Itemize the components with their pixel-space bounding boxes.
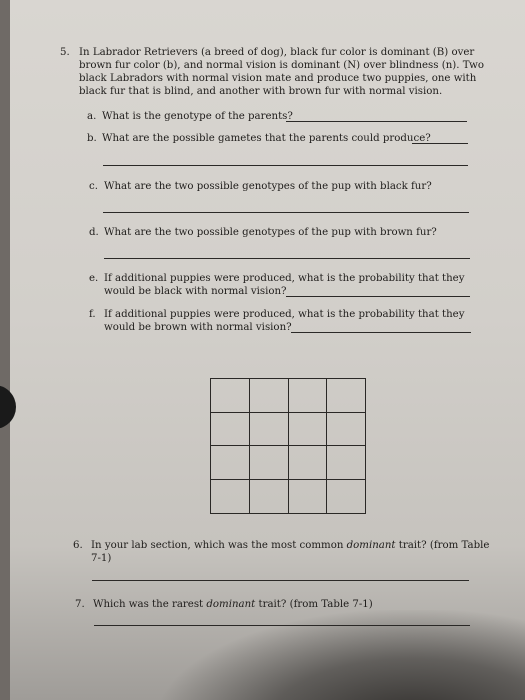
- question-6-text-line-1: [91, 540, 489, 553]
- part-c-answer-line[interactable]: [103, 212, 469, 213]
- part-f-letter: f.: [89, 309, 96, 320]
- punnett-square-grid[interactable]: [210, 378, 366, 514]
- question-6-number: 6.: [73, 540, 83, 551]
- question-7-text-b: trait? (from Table 7-1): [255, 599, 373, 610]
- grid-column-divider: [249, 379, 250, 513]
- question-6-emphasis: dominant: [346, 540, 396, 551]
- part-b-question: What are the possible gametes that the parents could produce?: [102, 133, 431, 144]
- grid-row-divider: [211, 445, 365, 446]
- grid-column-divider: [288, 379, 289, 513]
- part-c-question: What are the two possible genotypes of the pup with black fur?: [104, 181, 432, 192]
- question-7-number: 7.: [75, 599, 85, 610]
- part-e-letter: e.: [89, 273, 99, 284]
- worksheet-page: [10, 0, 525, 700]
- part-f-question-line-1: If additional puppies were produced, what is the probability that they: [104, 309, 465, 320]
- question-5-intro-line-4: black fur that is blind, and another with brown fur with normal vision.: [79, 86, 443, 97]
- grid-row-divider: [211, 412, 365, 413]
- hand-shadow: [160, 610, 525, 700]
- part-d-letter: d.: [89, 227, 99, 238]
- question-7-text-a: Which was the rarest: [93, 599, 207, 610]
- part-d-question: What are the two possible genotypes of the pup with brown fur?: [104, 227, 437, 238]
- question-5-number: 5.: [60, 47, 70, 58]
- grid-row-divider: [211, 479, 365, 480]
- part-a-letter: a.: [87, 111, 97, 122]
- question-6-text-b: trait? (from Table: [395, 540, 490, 551]
- part-b-answer-line-1[interactable]: [412, 143, 468, 144]
- question-5-intro-line-3: black Labradors with normal vision mate and produce two puppies, one with: [79, 73, 477, 84]
- grid-column-divider: [326, 379, 327, 513]
- question-6-text-line-2: 7-1): [91, 553, 112, 564]
- part-e-answer-line[interactable]: [286, 296, 470, 297]
- part-f-answer-line[interactable]: [291, 332, 471, 333]
- part-b-answer-line-2[interactable]: [103, 165, 468, 166]
- question-5-intro-line-1: In Labrador Retrievers (a breed of dog), black fur color is dominant (B) over: [79, 47, 475, 58]
- part-d-answer-line[interactable]: [104, 258, 470, 259]
- part-a-answer-line[interactable]: [286, 121, 467, 122]
- question-5-intro-line-2: brown fur color (b), and normal vision is dominant (N) over blindness (n). Two: [79, 60, 485, 71]
- part-e-question-line-2: would be black with normal vision?: [104, 286, 287, 297]
- question-6-text-a: In your lab section, which was the most common: [91, 540, 347, 551]
- part-a-question: What is the genotype of the parents?: [102, 111, 293, 122]
- part-b-letter: b.: [87, 133, 97, 144]
- question-7-emphasis: dominant: [206, 599, 256, 610]
- part-c-letter: c.: [89, 181, 98, 192]
- part-f-question-line-2: would be brown with normal vision?: [104, 322, 292, 333]
- question-6-answer-line[interactable]: [92, 580, 469, 581]
- part-e-question-line-1: If additional puppies were produced, what is the probability that they: [104, 273, 465, 284]
